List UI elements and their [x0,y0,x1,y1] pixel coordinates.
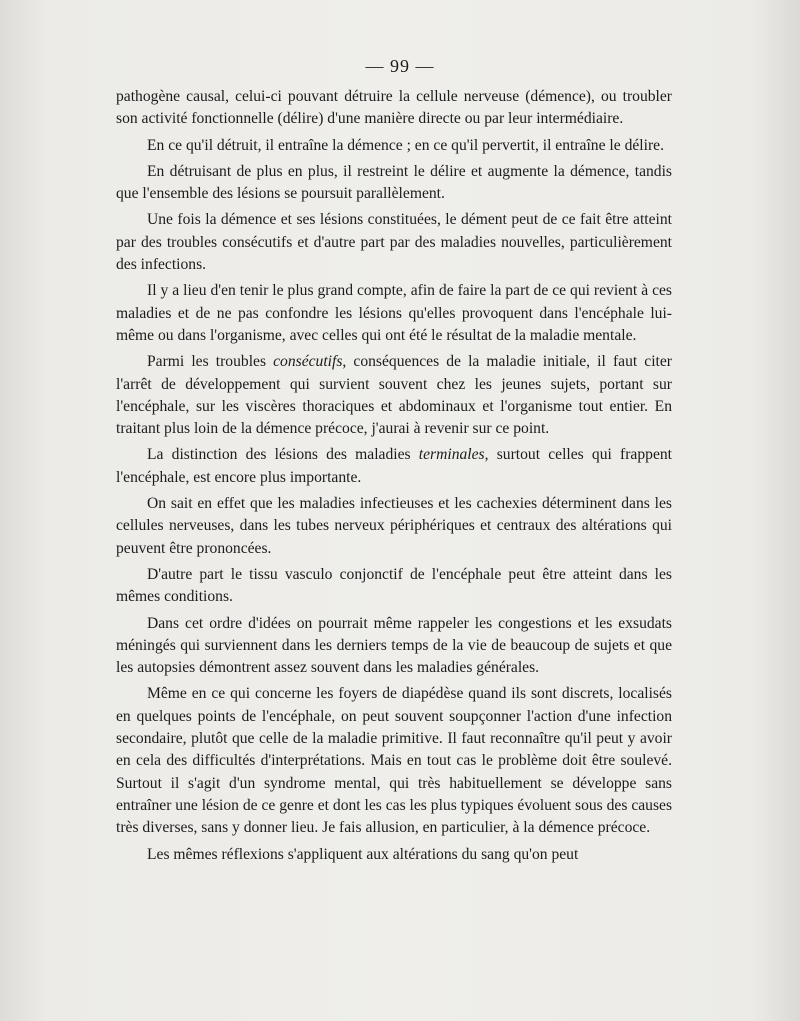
paragraph-6-text-before: Parmi les troubles [147,353,274,371]
paragraph-6-text-after: , conséquences de la maladie initiale, il faut citer l'arrêt de développement qui survient souvent chez les jeunes sujets, portant sur l'encéphale, sur les viscères thoraciques et abdominaux et l'organisme tout entier. En traitant plus loin de la démence précoce, j'aurai à revenir sur ce point. [116,353,672,438]
paragraph-9: D'autre part le tissu vasculo conjonctif de l'encéphale peut être atteint dans les mêmes conditions. [116,565,672,606]
paragraph-6-italic-term: consécutifs [273,353,343,371]
paragraph-1: pathogène causal, celui-ci pouvant détruire la cellule nerveuse (démence), ou troubler son activité fonctionnelle (délire) d'une manière directe ou par leur intermédiaire. [116,88,672,128]
paragraph-5: Il y a lieu d'en tenir le plus grand compte, afin de faire la part de ce qui revient à ces maladies et de ne pas confondre les lésions qu'elles provoquent dans l'encéphale lui-même ou dans l'organisme, avec celles qui ont été le résultat de la maladie mentale. [116,282,672,344]
paragraph-10: Dans cet ordre d'idées on pourrait même rappeler les congestions et les exsudats méningés qui surviennent dans les derniers temps de la vie de beaucoup de sujets et que les autopsies démontrent assez souvent dans les maladies générales. [116,614,672,677]
paragraph-7-italic-term: terminales [418,446,485,464]
paragraph-7-text-before: La distinction des lésions des maladies [147,446,419,464]
body-text [116,86,672,866]
paragraph-11: Même en ce qui concerne les foyers de diapédèse quand ils sont discrets, localisés en quelques points de l'encéphale, on peut souvent soupçonner l'action d'une infection secondaire, plutôt que celle de la maladie primitive. Il faut reconnaître qu'il peut y avoir en cela des difficultés d'interprétations. Mais en tout cas le problème doit être soulevé. Surtout il s'agit d'un syndrome mental, qui très habituellement se développe sans entraîner une lésion de ce genre et dont les cas les plus typiques évoluent sous des causes très diverses, sans y donner lieu. Je fais allusion, en particulier, à la démence précoce. [116,685,673,837]
paragraph-3: En détruisant de plus en plus, il restreint le délire et augmente la démence, tandis que l'ensemble des lésions se poursuit parallèlement. [116,162,672,203]
paragraph-12: Les mêmes réflexions s'appliquent aux altérations du sang qu'on peut [147,845,579,863]
paragraph-7 [116,444,672,489]
paragraph-4: Une fois la démence et ses lésions constituées, le dément peut de ce fait être atteint par des troubles consécutifs et d'autre part par des maladies nouvelles, particulièrement des infections. [116,211,672,274]
paragraph-7-text-after: , surtout celles qui frappent l'encéphale, est encore plus importante. [116,446,672,486]
page-number: — 99 — [365,56,435,76]
paragraph-8: On sait en effet que les maladies infectieuses et les cachexies déterminent dans les cellules nerveuses, dans les tubes nerveux périphériques et centraux des altérations qui peuvent être prononcées. [116,495,672,557]
paragraph-2: En ce qu'il détruit, il entraîne la démence ; en ce qu'il pervertit, il entraîne le délire. [147,136,664,154]
paragraph-6 [116,351,672,440]
